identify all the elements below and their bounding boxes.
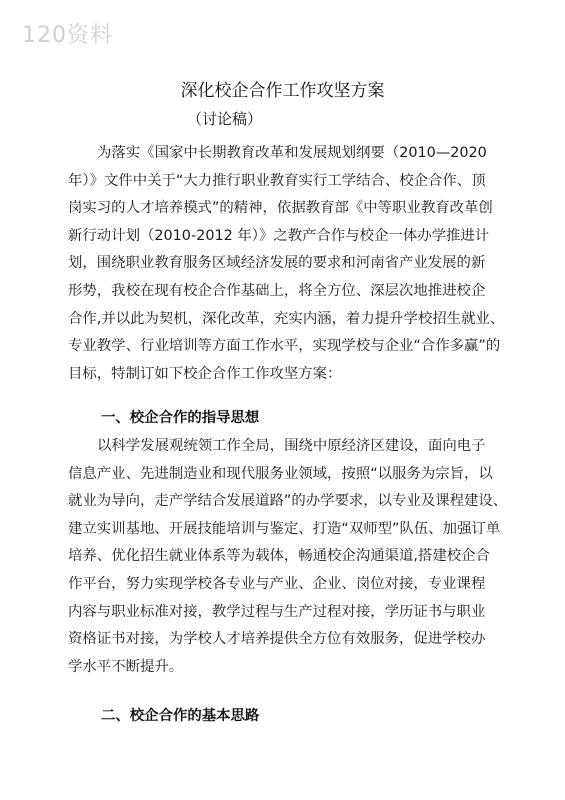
text-line: 建立实训基地、开展技能培训与鉴定、打造“双师型”队伍、加强订单 — [68, 520, 501, 537]
text-line: 划，围绕职业教育服务区域经济发展的要求和河南省产业发展的新 — [68, 255, 486, 272]
text-line: 作平台，努力实现学校各专业与产业、企业、岗位对接，专业课程 — [68, 575, 486, 592]
guiding-ideology-paragraph — [68, 433, 508, 681]
text-line: 专业教学、行业培训等方面工作水平，实现学校与企业“合作多赢”的 — [68, 338, 501, 355]
text-line: 学水平不断提升。 — [68, 658, 184, 675]
watermark: 120资料 — [22, 23, 113, 48]
text-line: 为落实《国家中长期教育改革和发展规划纲要（2010—2020 — [97, 145, 487, 161]
document-subtitle: （讨论稿） — [187, 110, 263, 128]
text-line: 培养、优化招生就业体系等为载体，畅通校企沟通渠道,搭建校企合 — [68, 548, 490, 565]
section-heading-2: 二、校企合作的基本思路 — [101, 708, 260, 724]
text-line: 信息产业、先进制造业和现代服务业领域，按照“以服务为宗旨，以 — [68, 465, 493, 482]
text-line: 岗实习的人才培养模式”的精神，依据教育部《中等职业教育改革创 — [68, 200, 493, 217]
text-line: 以科学发展观统领工作全局，围绕中原经济区建设，面向电子 — [97, 438, 486, 454]
text-line: 年）》文件中关于“大力推行职业教育实行工学结合、校企合作、顶 — [68, 172, 486, 189]
text-line: 合作,并以此为契机，深化改革，充实内涵，着力提升学校招生就业、 — [68, 310, 505, 327]
text-line: 内容与职业标准对接，教学过程与生产过程对接，学历证书与职业 — [68, 603, 486, 620]
text-line: 形势，我校在现有校企合作基础上，将全方位、深层次地推进校企 — [68, 282, 486, 299]
section-heading-1: 一、校企合作的指导思想 — [101, 410, 260, 426]
document-title: 深化校企合作工作攻坚方案 — [180, 81, 385, 101]
text-line: 资格证书对接，为学校人才培养提供全方位有效服务，促进学校办 — [68, 631, 486, 648]
text-line: 新行动计划（2010-2012 年）》之教产合作与校企一体办学推进计 — [68, 227, 490, 244]
text-line: 目标，特制订如下校企合作工作攻坚方案： — [68, 365, 342, 382]
text-line: 就业为导向，走产学结合发展道路”的办学要求，以专业及课程建设、 — [68, 493, 508, 510]
intro-paragraph — [68, 140, 508, 388]
